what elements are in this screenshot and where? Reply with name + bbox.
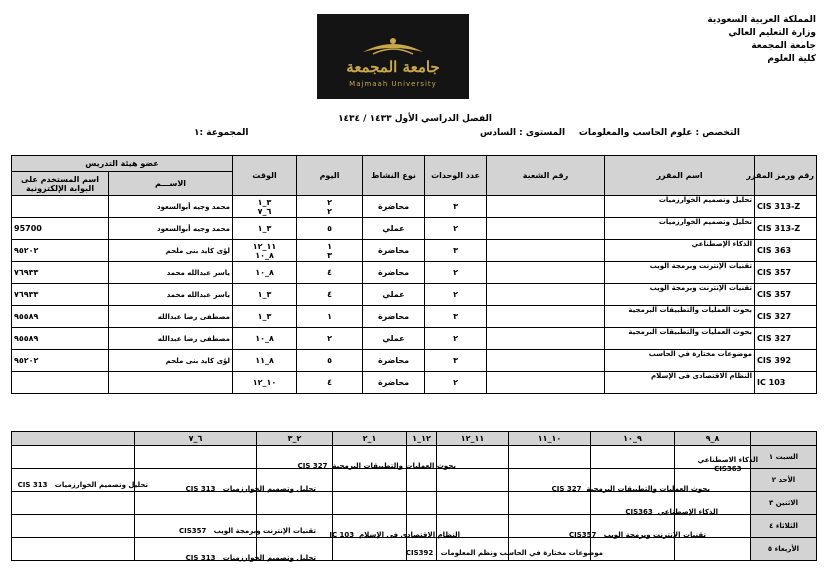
course-instructor: مصطفى رضا عبدالله bbox=[109, 328, 233, 350]
course-activity: محاضرة bbox=[363, 196, 425, 218]
schedule-cell bbox=[12, 492, 135, 515]
time-slot-header: ١٠_١١ bbox=[509, 432, 591, 446]
org-line-university: جامعة المجمعة bbox=[751, 41, 816, 51]
header-name: اسم المقرر bbox=[605, 156, 755, 196]
header-time: الوقت bbox=[233, 156, 297, 196]
schedule-cell bbox=[437, 469, 509, 492]
course-instructor: ياسر عبدالله محمد bbox=[109, 262, 233, 284]
course-section bbox=[487, 372, 605, 394]
course-code: CIS 357 bbox=[755, 262, 817, 284]
course-name: تحليل وتصميم الخوارزميات bbox=[605, 218, 755, 240]
table-row bbox=[12, 306, 817, 328]
day-label: الاثنين ٣ bbox=[751, 492, 817, 515]
schedule-event: تقنيات الإنترنت وبرمجة الويب CIS357 bbox=[179, 527, 316, 535]
header-faculty-name: الاســـم bbox=[109, 172, 233, 196]
course-time: ١١_١٢ ٨_١٠ bbox=[233, 240, 297, 262]
course-units: ٣ bbox=[425, 240, 487, 262]
course-code: CIS 313-Z bbox=[755, 218, 817, 240]
course-units: ٣ bbox=[425, 196, 487, 218]
schedule-event: الذكاء الاصطناعي CIS363 bbox=[697, 456, 758, 473]
schedule-cell bbox=[12, 538, 135, 561]
table-row bbox=[12, 240, 817, 262]
schedule-cell bbox=[135, 492, 257, 515]
org-line-college: كلية العلوم bbox=[767, 54, 816, 64]
course-units: ٣ bbox=[425, 306, 487, 328]
schedule-cell bbox=[591, 538, 675, 561]
course-instructor: لؤى كايد بنى ملحم bbox=[109, 240, 233, 262]
course-code: IC 103 bbox=[755, 372, 817, 394]
schedule-cell bbox=[407, 492, 437, 515]
schedule-event: تقنيات الإنترنت وبرمجة الويب CIS357 bbox=[569, 531, 706, 539]
course-name: النظام الاقتصادى فى الإسلام bbox=[605, 372, 755, 394]
course-activity: عملي bbox=[363, 328, 425, 350]
schedule-cell bbox=[257, 492, 333, 515]
time-slot-header: ١_٢ bbox=[333, 432, 407, 446]
header-faculty: عضو هيئة التدريس bbox=[12, 156, 233, 172]
schedule-cell bbox=[437, 492, 509, 515]
course-units: ٢ bbox=[425, 262, 487, 284]
org-line-country: المملكة العربية السعودية bbox=[707, 15, 816, 25]
course-name: تحليل وتصميم الخوارزميات bbox=[605, 196, 755, 218]
course-username: ٧٦٩٣٣ bbox=[12, 262, 109, 284]
course-time: ٣_١ bbox=[233, 218, 297, 240]
course-activity: محاضرة bbox=[363, 240, 425, 262]
table-row bbox=[12, 328, 817, 350]
course-name: بحوث العمليات والتطبيقات البرمجية bbox=[605, 328, 755, 350]
schedule-event: النظام الاقتصادى فى الإسلام IC 103 bbox=[329, 531, 460, 539]
course-day: ٥ bbox=[297, 350, 363, 372]
course-username: ٩٥٢٠٢ bbox=[12, 240, 109, 262]
course-username: 95700 bbox=[12, 218, 109, 240]
course-activity: محاضرة bbox=[363, 350, 425, 372]
course-username bbox=[12, 196, 109, 218]
group: المجموعة :١ bbox=[194, 128, 249, 138]
course-time: ٨_١٠ bbox=[233, 262, 297, 284]
course-day: ٥ bbox=[297, 218, 363, 240]
course-section bbox=[487, 262, 605, 284]
schedule-event: الذكاء الإصطناعي CIS363 bbox=[625, 508, 718, 516]
course-time: ٣_١ bbox=[233, 284, 297, 306]
header-day: اليوم bbox=[297, 156, 363, 196]
course-username: ٩٥٢٠٢ bbox=[12, 350, 109, 372]
table-row bbox=[12, 262, 817, 284]
time-slot-header: ٦_٧ bbox=[135, 432, 257, 446]
day-header-corner bbox=[751, 432, 817, 446]
schedule-event: بحوث العمليات والتطبيقات البرمجية CIS 327 bbox=[551, 485, 710, 493]
schedule-cell bbox=[333, 538, 407, 561]
course-code: CIS 327 bbox=[755, 306, 817, 328]
schedule-cell bbox=[135, 446, 257, 469]
course-time: ٣_١ ٦_٧ bbox=[233, 196, 297, 218]
table-row bbox=[12, 372, 817, 394]
course-activity: محاضرة bbox=[363, 372, 425, 394]
course-username: ٩٥٥٨٩ bbox=[12, 306, 109, 328]
course-section bbox=[487, 306, 605, 328]
table-row bbox=[12, 284, 817, 306]
day-label: الأحد ٢ bbox=[751, 469, 817, 492]
org-line-ministry: وزارة التعليم العالي bbox=[728, 28, 816, 38]
course-section bbox=[487, 328, 605, 350]
course-units: ٢ bbox=[425, 372, 487, 394]
schedule-cell bbox=[12, 515, 135, 538]
course-activity: محاضرة bbox=[363, 262, 425, 284]
course-section bbox=[487, 218, 605, 240]
university-logo bbox=[317, 14, 469, 99]
course-username bbox=[12, 372, 109, 394]
course-instructor: مصطفى رضا عبدالله bbox=[109, 306, 233, 328]
schedule-cell bbox=[591, 446, 675, 469]
day-label: السبت ١ bbox=[751, 446, 817, 469]
schedule-event: تحليل وتصميم الخوارزميات CIS 313 bbox=[17, 481, 148, 489]
course-time: ٣_١ bbox=[233, 306, 297, 328]
schedule-cell bbox=[407, 469, 437, 492]
schedule-cell bbox=[675, 538, 751, 561]
course-time: ١٠_١٢ bbox=[233, 372, 297, 394]
table-row bbox=[12, 196, 817, 218]
course-code: CIS 363 bbox=[755, 240, 817, 262]
schedule-cell bbox=[12, 446, 135, 469]
course-units: ٢ bbox=[425, 218, 487, 240]
course-units: ٢ bbox=[425, 328, 487, 350]
course-time: ٨_١١ bbox=[233, 350, 297, 372]
course-day: ٤ bbox=[297, 372, 363, 394]
course-name: بحوث العمليات والتطبيقات البرمجية bbox=[605, 306, 755, 328]
header-activity: نوع النشاط bbox=[363, 156, 425, 196]
course-units: ٢ bbox=[425, 284, 487, 306]
course-code: CIS 392 bbox=[755, 350, 817, 372]
course-units: ٣ bbox=[425, 350, 487, 372]
level: المستوى : السادس bbox=[480, 128, 566, 138]
course-instructor: لؤى كايد بنى ملحم bbox=[109, 350, 233, 372]
header-section: رقم الشعبة bbox=[487, 156, 605, 196]
course-day: ٤ bbox=[297, 262, 363, 284]
header-code: رقم ورمز المقرر bbox=[755, 156, 817, 196]
course-section bbox=[487, 284, 605, 306]
time-slot-header bbox=[12, 432, 135, 446]
course-instructor bbox=[109, 372, 233, 394]
course-instructor: محمد وجيه أبوالسعود bbox=[109, 218, 233, 240]
logo-text-english: Majmaah University bbox=[349, 80, 437, 88]
time-slot-header: ١٢_١ bbox=[407, 432, 437, 446]
course-instructor: ياسر عبدالله محمد bbox=[109, 284, 233, 306]
semester-title: الفصل الدراسي الأول ١٤٣٣ / ١٤٣٤ bbox=[338, 114, 492, 124]
course-section bbox=[487, 240, 605, 262]
course-activity: عملي bbox=[363, 218, 425, 240]
schedule-event: بحوث العمليات والتطبيقات البرمجية CIS 327 bbox=[297, 462, 456, 470]
time-slot-header: ١١_١٢ bbox=[437, 432, 509, 446]
course-name: الذكاء الإصطناعي bbox=[605, 240, 755, 262]
course-name: تقنيات الإنترنت وبرمجة الويب bbox=[605, 284, 755, 306]
time-slot-header: ٢_٣ bbox=[257, 432, 333, 446]
time-slot-header: ٨_٩ bbox=[675, 432, 751, 446]
organization-header bbox=[666, 14, 816, 66]
courses-table bbox=[11, 155, 817, 394]
schedule-event: تحليل وتصميم الخوارزميات CIS 313 bbox=[185, 554, 316, 562]
schedule-cell bbox=[509, 492, 591, 515]
course-section bbox=[487, 350, 605, 372]
logo-text-arabic: جامعة المجمعة bbox=[346, 58, 440, 76]
course-code: CIS 327 bbox=[755, 328, 817, 350]
course-time: ٨_١٠ bbox=[233, 328, 297, 350]
header-units: عدد الوحدات bbox=[425, 156, 487, 196]
course-section bbox=[487, 196, 605, 218]
header-username: اسم المستخدم على البوابة الإلكترونية bbox=[12, 172, 109, 196]
course-day: ١ bbox=[297, 306, 363, 328]
course-code: CIS 313-Z bbox=[755, 196, 817, 218]
day-label: الأربعاء ٥ bbox=[751, 538, 817, 561]
course-day: ٤ bbox=[297, 284, 363, 306]
course-day: ١ ٣ bbox=[297, 240, 363, 262]
schedule-cell bbox=[333, 469, 407, 492]
weekly-schedule-table bbox=[11, 431, 817, 561]
course-name: موضوعات مختارة في الحاسب bbox=[605, 350, 755, 372]
day-label: الثلاثاء ٤ bbox=[751, 515, 817, 538]
schedule-cell bbox=[333, 492, 407, 515]
course-day: ٢ bbox=[297, 328, 363, 350]
course-instructor: محمد وجيه أبوالسعود bbox=[109, 196, 233, 218]
course-day: ٢ ٢ bbox=[297, 196, 363, 218]
schedule-event: تحليل وتصميم الخوارزميات CIS 313 bbox=[185, 485, 316, 493]
course-name: تقنيات الإنترنت وبرمجة الويب bbox=[605, 262, 755, 284]
course-username: ٩٥٥٨٩ bbox=[12, 328, 109, 350]
time-slot-header: ٩_١٠ bbox=[591, 432, 675, 446]
specialization: التخصص : علوم الحاسب والمعلومات bbox=[578, 128, 740, 138]
course-activity: محاضرة bbox=[363, 306, 425, 328]
table-row bbox=[12, 350, 817, 372]
course-username: ٧٦٩٣٣ bbox=[12, 284, 109, 306]
table-row bbox=[12, 218, 817, 240]
course-code: CIS 357 bbox=[755, 284, 817, 306]
schedule-cell bbox=[509, 446, 591, 469]
course-activity: عملي bbox=[363, 284, 425, 306]
schedule-event: موضوعات مختارة في الحاسب ونظم المعلومات CIS392 bbox=[405, 549, 603, 557]
